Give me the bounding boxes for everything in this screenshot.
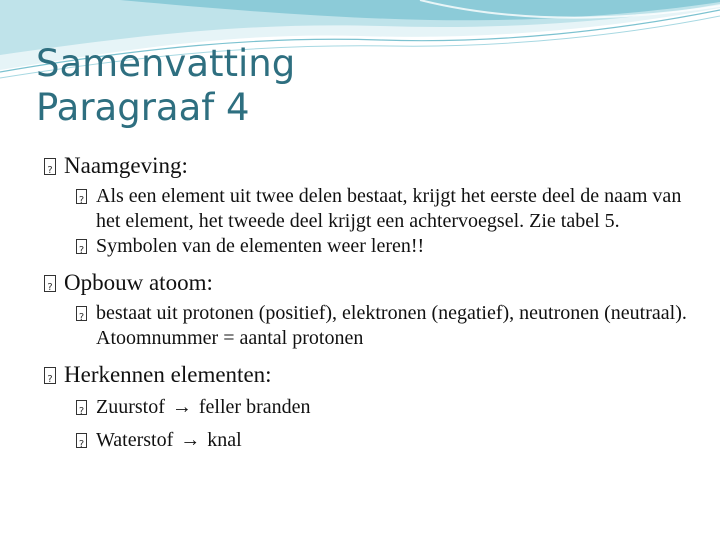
slide-content	[44, 152, 694, 453]
list-item: ? Symbolen van de elementen weer leren!!	[44, 234, 694, 259]
slide-title-line-1: Samenvatting	[36, 42, 296, 85]
arrow-right-icon: →	[171, 396, 192, 418]
arrow-right-icon: →	[180, 429, 201, 451]
section-heading-opbouw-atoom: ? Opbouw atoom:	[44, 269, 694, 297]
missing-glyph-bullet-icon	[76, 433, 87, 448]
missing-glyph-bullet-icon	[44, 275, 56, 292]
slide-title	[36, 42, 295, 130]
section-heading-naamgeving: ? Naamgeving:	[44, 152, 694, 180]
slide-title-line-2: Paragraaf 4	[36, 86, 250, 129]
section-heading-herkennen-elementen: ? Herkennen elementen:	[44, 361, 694, 389]
missing-glyph-bullet-icon	[76, 189, 87, 204]
missing-glyph-bullet-icon	[76, 239, 87, 254]
list-item: ? Als een element uit twee delen bestaat, krijgt het eerste deel de naam van het element, het tweede deel krijgt een achtervoegsel. Zie tabel 5.	[44, 184, 694, 234]
missing-glyph-bullet-icon	[44, 158, 56, 175]
list-item: ? bestaat uit protonen (positief), elektronen (negatief), neutronen (neutraal). Atoomnummer = aantal protonen	[44, 301, 694, 351]
missing-glyph-bullet-icon	[76, 400, 87, 415]
list-item: ? Waterstof → knal	[44, 428, 694, 453]
list-item: ? Zuurstof → feller branden	[44, 395, 694, 420]
missing-glyph-bullet-icon	[44, 367, 56, 384]
missing-glyph-bullet-icon	[76, 306, 87, 321]
